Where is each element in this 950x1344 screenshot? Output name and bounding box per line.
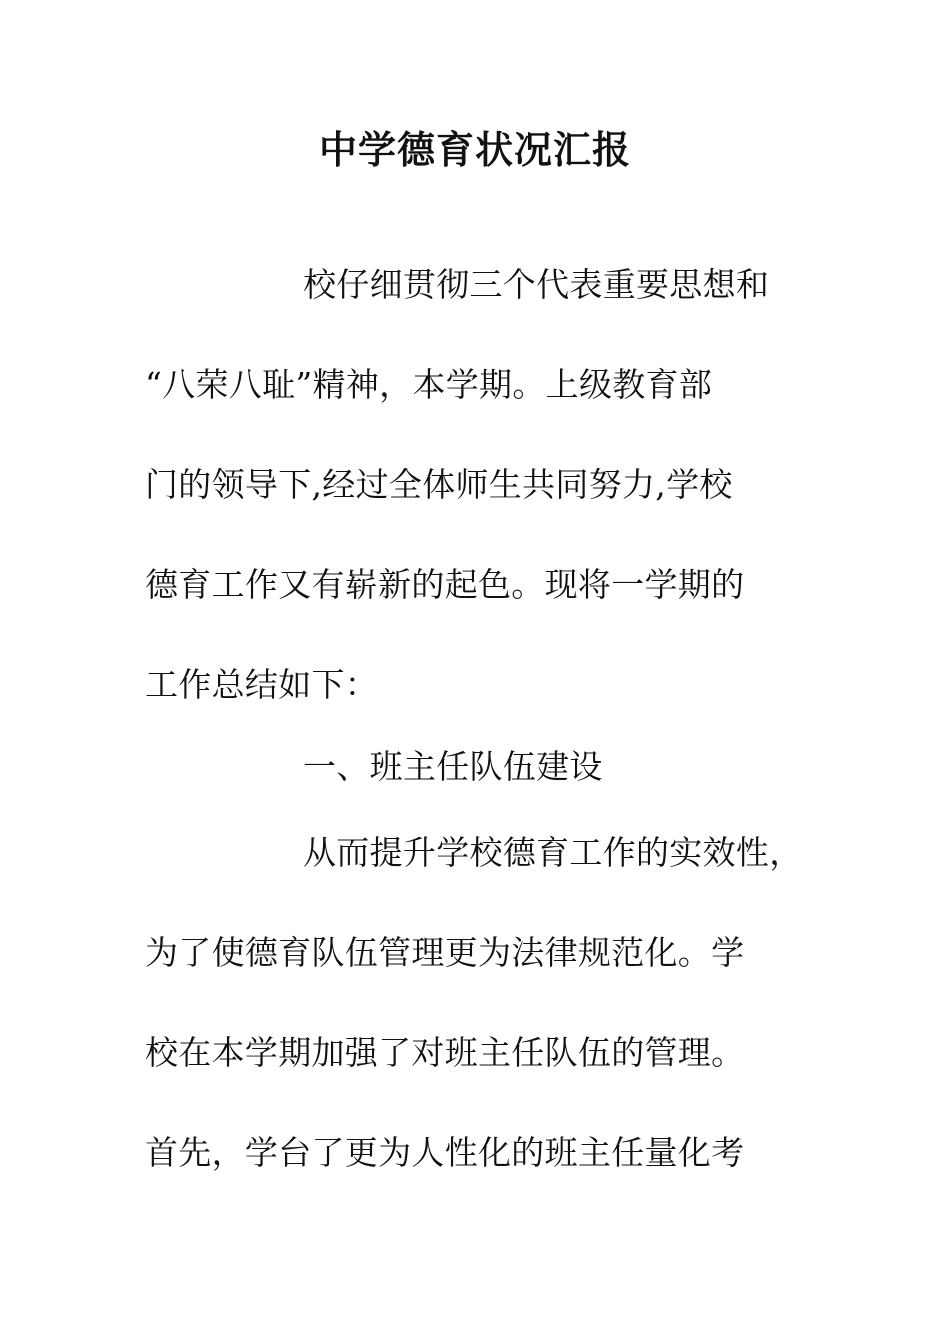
paragraph-line-5: 工作总结如下： xyxy=(145,665,379,704)
paragraph-line-1: 校仔细贯彻三个代表重要思想和 xyxy=(303,265,770,304)
paragraph-line-2: “八荣八耻”精神，本学期。上级教育部 xyxy=(145,365,713,404)
paragraph-line-6: 从而提升学校德育工作的实效性， xyxy=(303,833,803,872)
paragraph-line-3: 门的领导下,经过全体师生共同努力,学校 xyxy=(145,465,733,504)
paragraph-line-7: 为了使德育队伍管理更为法律规范化。学 xyxy=(145,933,745,972)
document-title: 中学德育状况汇报 xyxy=(318,127,631,172)
paragraph-line-8: 校在本学期加强了对班主任队伍的管理。 xyxy=(145,1033,745,1072)
section-heading: 一、班主任队伍建设 xyxy=(303,747,603,786)
paragraph-line-4: 德育工作又有崭新的起色。现将一学期的 xyxy=(145,565,745,604)
paragraph-line-9: 首先，学台了更为人性化的班主任量化考 xyxy=(145,1133,745,1172)
